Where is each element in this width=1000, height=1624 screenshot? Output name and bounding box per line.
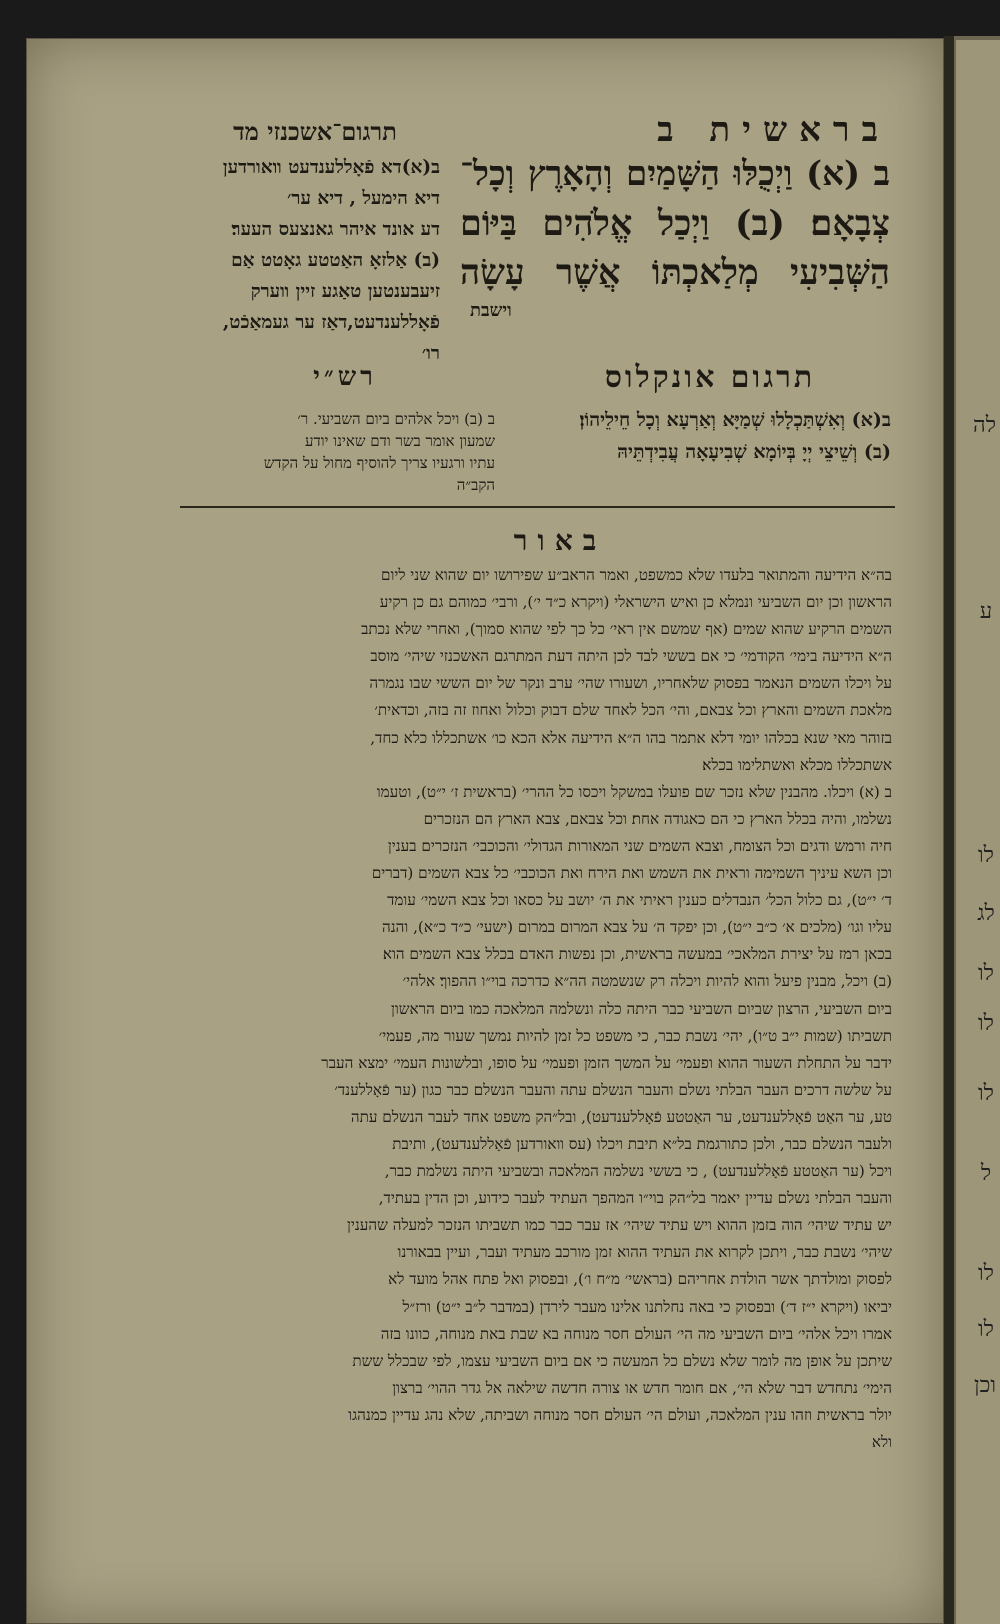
next-page-glyph: לו xyxy=(978,1261,994,1286)
next-page-glyph: לה xyxy=(973,413,996,438)
rashi-line: הקב״ה xyxy=(456,476,495,494)
next-page-glyph: לו xyxy=(978,843,994,868)
section-divider-rule xyxy=(180,506,895,508)
biur-line: וכן השא עיניך השמימה וראית את השמש ואת הירח ואת הכוכבי׳ כל צבא השמים (דברים xyxy=(371,864,892,883)
spine-gutter xyxy=(944,36,954,1624)
rashi-title: רש״י xyxy=(313,362,377,392)
biur-line: מלאכת השמים והארץ וכל צבאם, והי׳ הכל לאחד שלם דבוק וכלול ואחוז זה בזה, וכדאית׳ xyxy=(374,701,892,720)
ashkenazi-line: ב(א)דא פֿאָללענדעט װאורדען xyxy=(222,157,440,178)
biur-line: נשלמו, והיה בכלל הארץ כי הם כאגודה אחת׃ וכל צבאם, צבא הארץ הם הנזכרים xyxy=(423,809,892,828)
biur-commentary-text xyxy=(168,562,892,1456)
next-page-glyph: וכן xyxy=(974,1373,996,1398)
onkelos-text xyxy=(505,404,891,468)
rashi-text xyxy=(190,408,495,496)
biur-line: שיתכן על אופן מה לומר שלא נשלם כל המעשה כי אם ביום השביעי עצמו, לפי שבכלל ששת xyxy=(352,1351,892,1370)
next-page-glyph: ל xyxy=(980,1161,992,1186)
next-page-glyph: לו xyxy=(978,961,994,986)
biur-line: עליו וגו׳ (מלכים א׳ כ״ב י״ט), וכן יפקד ה׳ על צבא המרום במרום (ישעי׳ כ״ד כ״א), והנה xyxy=(381,918,892,937)
biur-line: השמים הרקיע שהוא שמים (אף שמשם אין ראי׳ כל כך לפי שהוא סמוך), ואחרי שלא נכתב xyxy=(361,620,892,639)
next-page-glyph: לו xyxy=(978,1081,994,1106)
ashkenazi-line: פֿאָללענדעט,דאַז ער געמאַכֿט, xyxy=(222,312,440,333)
biur-line: ביום השביעי, הרצון שביום השביעי כבר היתה כלה ונשלמה המלאכה כמו ביום הראשון xyxy=(390,999,892,1018)
ashkenazi-line: זיעבענטען טאַגע זיין װערק xyxy=(250,281,440,302)
rashi-line: עתיו ורגעיו צריך להוסיף מחול על הקדש xyxy=(263,454,495,472)
biur-line: ד׳ י״ט), גם כלול הכל׳ הנבדלים כענין ראיתי את ה׳ יושב על כסאו וכל צבא השמי׳ עומד xyxy=(387,891,892,910)
onkelos-line: ב(א) וְאִשְׁתַּכְלָלוּ שְׁמַיָּא וְאַרְעָא וְכָל חֵילֵיהוֹן׃ xyxy=(579,409,891,431)
verse-line: ב (א) וַיְכֻלּוּ הַשָּׁמַיִם וְהָאָרֶץ וְכָל־ xyxy=(460,154,890,194)
onkelos-title: תרגום אונקלוס xyxy=(604,360,816,395)
ashkenazi-translation-text xyxy=(190,152,440,369)
ashkenazi-line: דיא הימעל , דיא ער׳ xyxy=(287,188,440,209)
ashkenazi-line: (ב) אַלזאָ האַטטע גאָטט אַם xyxy=(231,250,440,271)
next-page-glyph: לג xyxy=(977,901,995,926)
biur-line: אשתכללו מכלא ואשתלימו בכלא׃ xyxy=(702,755,892,774)
biur-line: יש עתיד שיהי׳ הוה בזמן ההוא ויש עתיד שיהי׳ אז עבר כבר כמו תשביתו הנזכר למעלה שהענין xyxy=(347,1216,892,1235)
next-page-glyph: לו xyxy=(978,1011,994,1036)
rashi-line: שמעון אומר בשר ודם שאינו יודע xyxy=(305,432,495,450)
biur-line: ב (א) ויכלו. מהבנין שלא נזכר שם פועלו במשקל ויכסו כל ההרי׳ (בראשית ז׳ י״ט), וטעמו xyxy=(376,782,892,801)
biur-line: הימי׳ נתחדש דבר שלא הי׳, אם חומר חדש או צורה חדשה שילאה אל גדר ההוי׳ ברצון xyxy=(392,1378,892,1397)
ashkenazi-line: דע אונד איהר גאנצעס העער׃ xyxy=(231,219,440,240)
onkelos-line: (ב) וְשֵׁיצֵי יְיָ בְּיוֹמָא שְׁבִיעָאָה עֲבִידְתֵּיהּ xyxy=(617,441,891,463)
catchword: וישבת xyxy=(470,300,512,321)
biur-line: ולא xyxy=(871,1433,892,1451)
ashkenazi-translation-title: תרגום־אשכנזי מד xyxy=(233,117,397,146)
verse-text-block xyxy=(460,150,890,297)
biur-line: על שלשה דרכים העבר הבלתי נשלם והעבר הנשלם עתה והעבר הנשלם כבר כגון (ער פֿאָללענד׳ xyxy=(334,1080,892,1099)
biur-line: טע, ער האַט פֿאָללענדעט, ער האַטטע פֿאָללענדעט), ובל״הק משפט אחד לעבר הנשלם עתה xyxy=(350,1107,892,1126)
ashkenazi-line: רו׳ xyxy=(421,343,440,364)
biur-line: בזוהר מאי שנא בכלהו יומי דלא אתמר בהו ה״א הידיעה אלא הכא כו׳ אשתכללו כלא כחד, xyxy=(370,728,892,747)
verse-line: צְבָאָם׃ (ב) וַיְכַל אֱלֹהִים בַּיּוֹם xyxy=(460,203,890,244)
biur-line: ויכל (ער האַטטע פֿאָללענדעט) , כי בששי נשלמה המלאכה ובשביעי היתה נשלמת כבר, xyxy=(384,1162,892,1181)
biur-title: באור xyxy=(513,524,607,557)
next-page-glyph: לו xyxy=(978,1317,994,1342)
biur-line: בה״א הידיעה והמתואר בלעדו שלא כמשפט, ואמר הראב״ע שפירושו יום שהוא שני ליום xyxy=(381,566,892,584)
biur-line: אמרו ויכל אלהי׳ ביום השביעי מה הי׳ העולם חסר מנוחה בא שבת באת מנוחה, כוונו בזה xyxy=(380,1324,892,1343)
biur-line: הראשון וכן יום השביעי ונמלא כן ואיש הישראלי (ויקרא כ״ד י׳), ורבי׳ כמוהם גם כן רקיע xyxy=(379,593,892,612)
biur-line: חיה ורמש ודגים וכל הצומח, וצבא השמים שני המאורות הגדולי׳ והכוכבי׳ הנזכרים בענין xyxy=(387,836,892,855)
biur-line: ידבר על התחלת השעור ההוא ופעמי׳ על המשך הזמן ופעמי׳ על סופו, ובלשונות העמי׳ ימצא העבר xyxy=(321,1053,892,1072)
biur-line: יולר בראשית וזהו ענין המלאכה, ועולם הי׳ העולם חסר מנוחה ושביתה, שלא נהג עדיין כמנהגו xyxy=(348,1405,892,1424)
verse-line: הַשְּׁבִיעִי מְלַאכְתּוֹ אֲשֶׁר עָשָׂה xyxy=(460,252,890,293)
biur-line: בכאן רמז על יצירת המלאכי׳ במעשה בראשית, וכן נפשות האדם בכלל צבא השמים הוא׃ xyxy=(382,945,892,964)
biur-line: תשביתו (שמות י״ב ט״ו), יהי׳ נשבת כבר, כי משפט כל זמן להיות נמשך שעור מה, פעמי׳ xyxy=(378,1026,892,1045)
biur-line: ה״א הידיעה בימי׳ הקודמי׳ כי אם בששי לבד לכן היתה דעת המתרגם האשכנזי שיהי׳ מוסב xyxy=(370,647,892,666)
next-page-glyph: ע xyxy=(979,599,993,624)
biur-line: ולעבר הנשלם כבר, ולכן כתורגמת בל״א תיבת ויכלו (עס װאורדען פֿאָללענדעט), ותיבת xyxy=(392,1134,892,1153)
biur-line: על ויכלו השמים הנאמר בפסוק שלאחריו, ושעורו שהי׳ ערב ונקר של יום הששי שבו נגמרה xyxy=(369,674,892,693)
biur-line: שיהי׳ נשבת כבר, ויתכן לקרוא את העתיד ההוא זמן מורכב מעתיד ועבר, ועיין בבאורנו xyxy=(397,1243,892,1262)
biur-line: והעבר הבלתי נשלם עדיין יאמר בל״הק בוי״ו המהפך העתיד לעבר כידוע, וכן הדין בעתיד, xyxy=(378,1189,892,1208)
biur-line: (ב) ויכל, מבנין פיעל והוא להיות ויכלה רק שנשמטה הה״א כדרכה בוי״ו ההפוך׃ אלהי׳ xyxy=(402,972,892,991)
rashi-line: ב (ב) ויכל אלהים ביום השביעי. ר׳ xyxy=(297,410,495,428)
running-head-book-name: בראשית ב xyxy=(657,110,890,150)
biur-line: יביאו (ויקרא י״ז ד׳) ובפסוק כי באה נחלתנו אלינו מעבר לירדן (במדבר ל״ב י״ט) ורז״ל xyxy=(402,1297,892,1316)
biur-line: לפסוק ומולדתך אשר הולדת אחריהם (בראשי׳ מ״ח ו׳), ובפסוק ואל פתח אהל מועד לא xyxy=(388,1270,892,1289)
